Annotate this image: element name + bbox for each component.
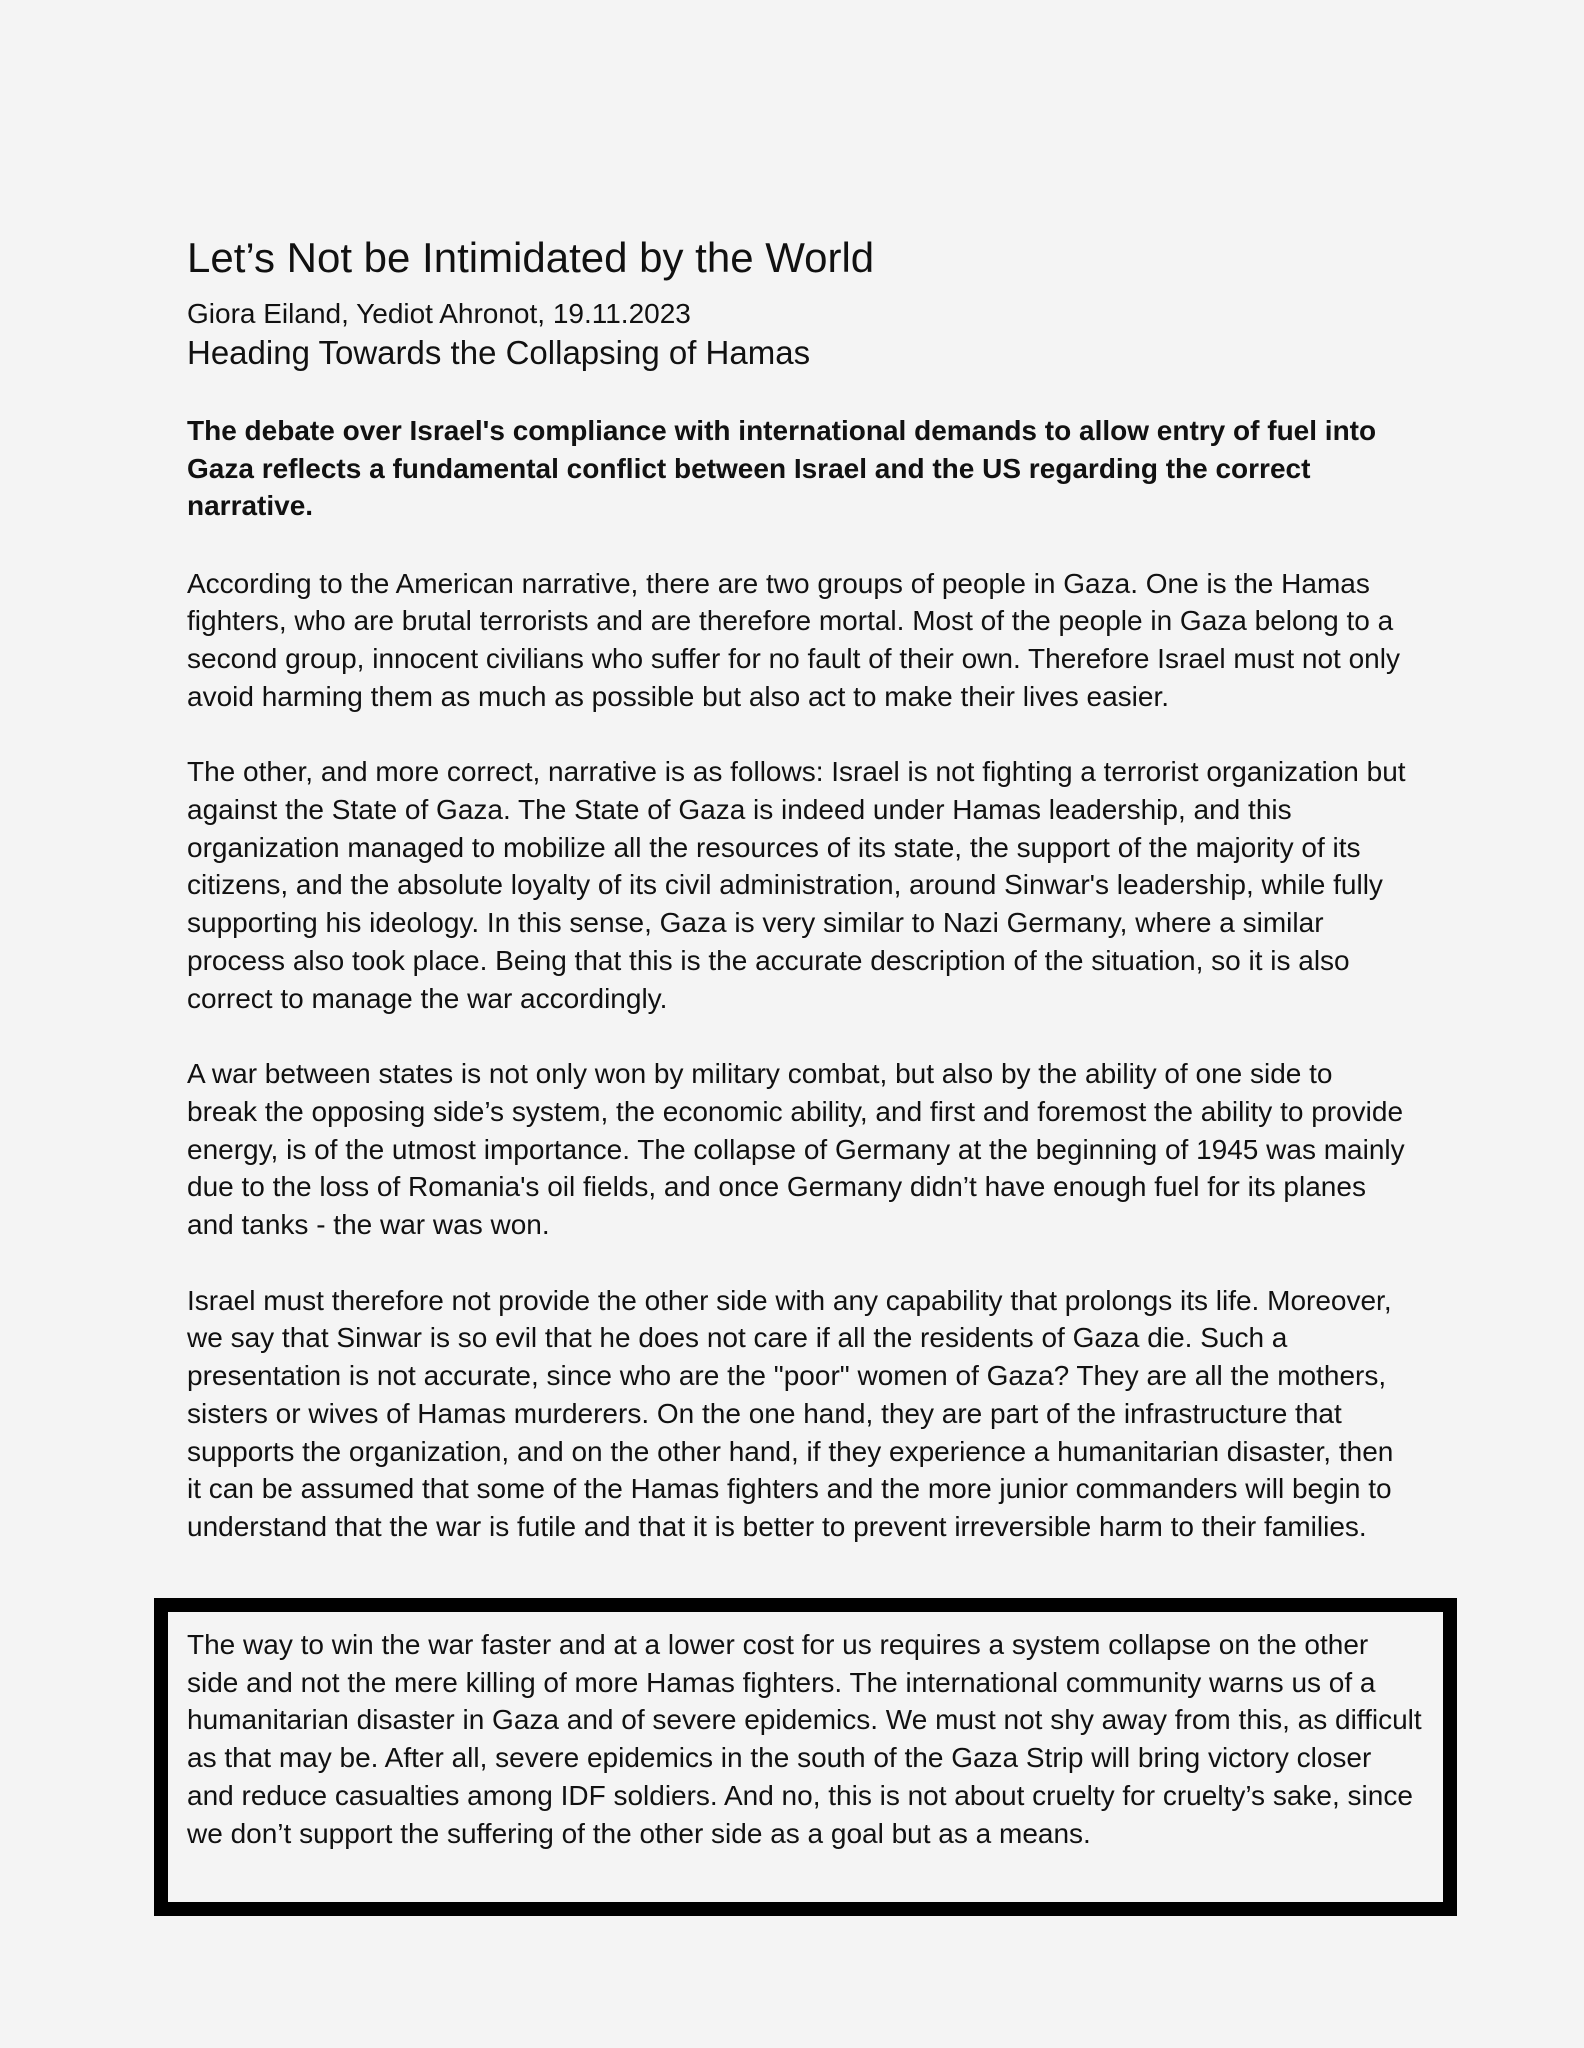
article-lead: The debate over Israel's compliance with international demands to allow entry of fuel into Gaza reflects a fundamental conflict between Israel and the US regarding the correct narrative. <box>187 415 1377 521</box>
article-title: Let’s Not be Intimidated by the World <box>187 234 875 281</box>
body-paragraph-3: A war between states is not only won by military combat, but also by the ability of one side to break the opposing side’s system, the economic ability, and first and foremost the ability to provide energy, is of the utmost importance. The collapse of Germany at the beginning of 1945 was mainly due to the loss of Romania's oil fields, and once Germany didn’t have enough fuel for its planes and tanks - the war was won. <box>187 1058 1405 1241</box>
highlighted-paragraph: The way to win the war faster and at a lower cost for us requires a system collapse on the other side and not the mere killing of more Hamas fighters. The international community warns us of a humanitarian disaster in Gaza and of severe epidemics. We must not shy away from this, as difficult as that may be. After all, severe epidemics in the south of the Gaza Strip will bring victory closer and reduce casualties among IDF soldiers. And no, this is not about cruelty for cruelty’s sake, since we don’t support the suffering of the other side as a goal but as a means. <box>187 1629 1422 1849</box>
body-paragraph-2: The other, and more correct, narrative is as follows: Israel is not fighting a terrorist organization but against the State of Gaza. The State of Gaza is indeed under Hamas leadership, and this organization managed to mobilize all the resources of its state, the support of the majority of its citizens, and the absolute loyalty of its civil administration, around Sinwar's leadership, while fully supporting his ideology. In this sense, Gaza is very similar to Nazi Germany, where a similar process also took place. Being that this is the accurate description of the situation, so it is also correct to manage the war accordingly. <box>187 756 1406 1014</box>
body-paragraph-4: Israel must therefore not provide the other side with any capability that prolongs its life. Moreover, we say that Sinwar is so evil that he does not care if all the residents of Gaza die. Such a presentation is not accurate, since who are the "poor" women of Gaza? They are all the mothers, sisters or wives of Hamas murderers. On the one hand, they are part of the infrastructure that supports the organization, and on the other hand, if they experience a humanitarian disaster, then it can be assumed that some of the Hamas fighters and the more junior commanders will begin to understand that the war is futile and that it is better to prevent irreversible harm to their families. <box>187 1284 1394 1542</box>
article <box>187 228 1412 1546</box>
article-byline: Giora Eiland, Yediot Ahronot, 19.11.2023 <box>187 298 691 329</box>
article-subtitle: Heading Towards the Collapsing of Hamas <box>187 334 811 371</box>
body-paragraph-1: According to the American narrative, there are two groups of people in Gaza. One is the Hamas fighters, who are brutal terrorists and are therefore mortal. Most of the people in Gaza belong to a second group, innocent civilians who suffer for no fault of their own. Therefore Israel must not only avoid harming them as much as possible but also act to make their lives easier. <box>187 567 1400 712</box>
